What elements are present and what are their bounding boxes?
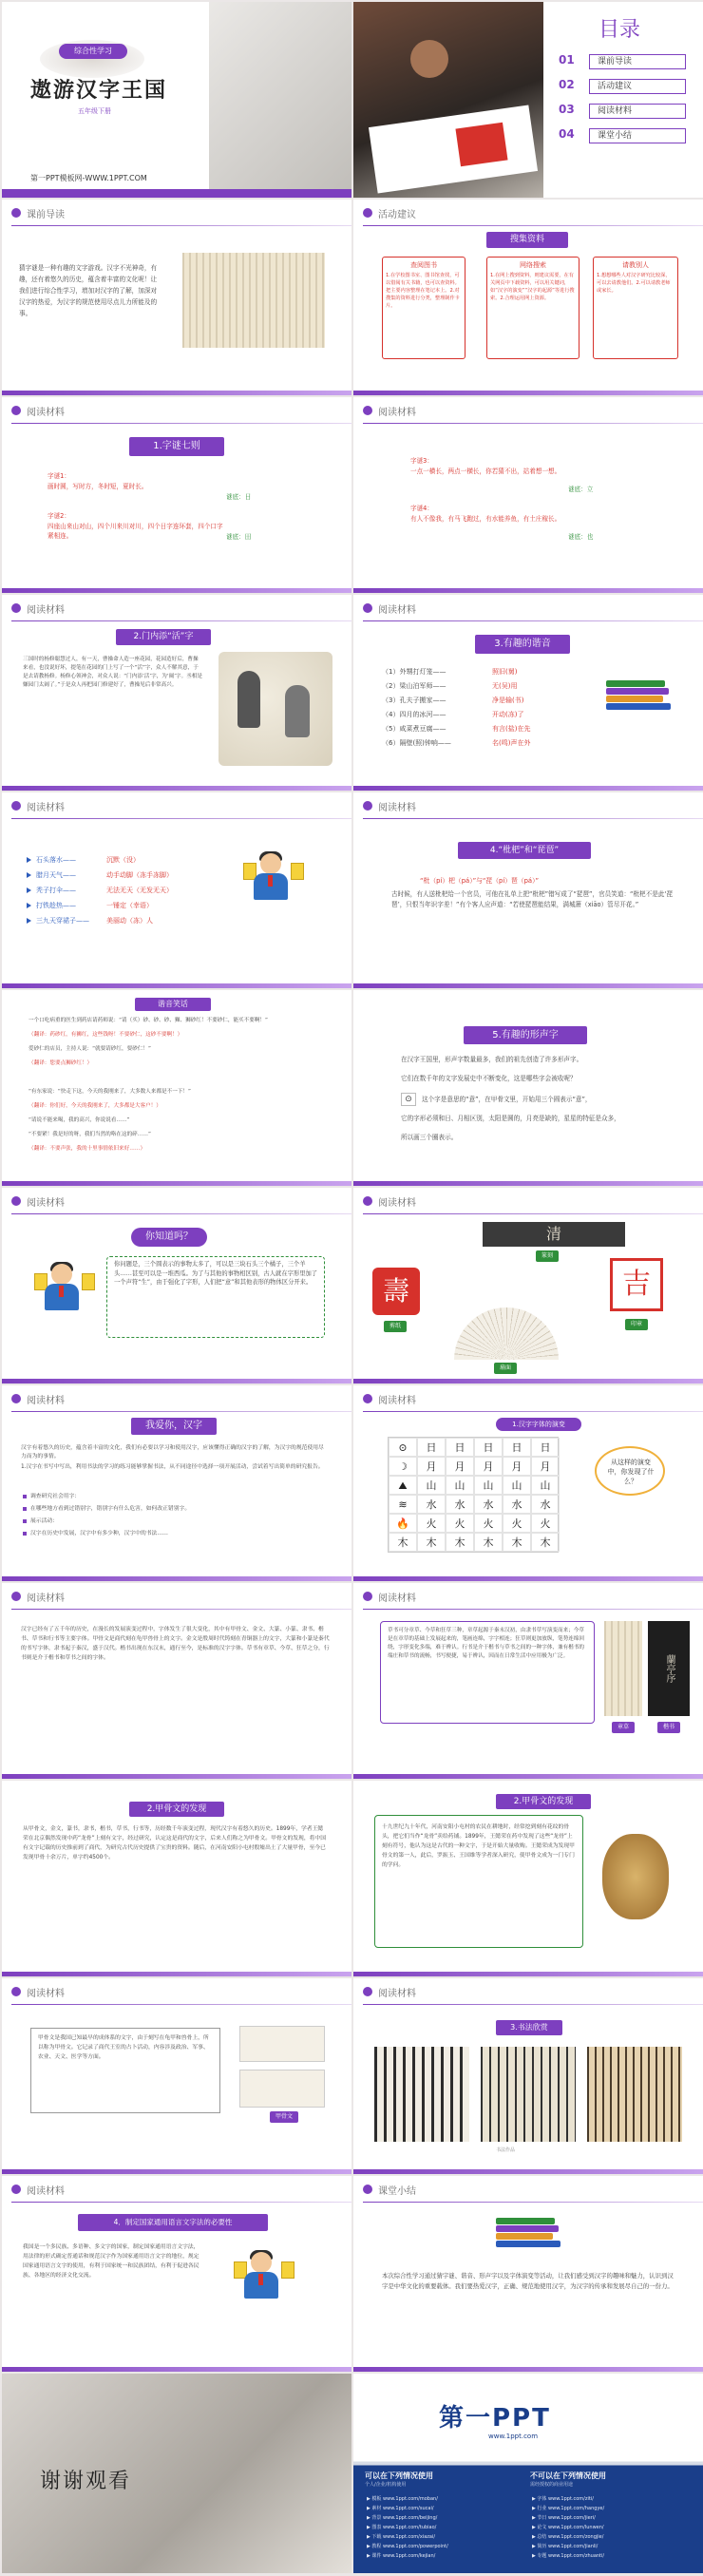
- xingsheng-line-2: 它们在数千年的文字发展史中不断变化，这是哪些字会被收呢？: [401, 1075, 577, 1082]
- evolution-cell: 木: [503, 1533, 531, 1552]
- papercut-image: 壽: [372, 1268, 420, 1315]
- jiagu-text: 甲骨文是我国已知最早的成体系的文字，由于刻写在龟甲和兽骨上，所以称为甲骨文。它记录了商代王室的占卜活动，内容涉及政治、军事、农业、天文、医学等方面。: [38, 2035, 209, 2060]
- evolution-cell: 木: [446, 1533, 474, 1552]
- 1ppt-link[interactable]: ▶ 教程 www.1ppt.com/powerpoint/: [367, 2544, 448, 2549]
- slide-13-didyouknow[interactable]: [2, 1188, 352, 1383]
- joke-line: （翻译：你们好，今天的我刚来了，大多都是大客户！）: [28, 1103, 162, 1109]
- 1ppt-link[interactable]: ▶ 下载 www.1ppt.com/xiazai/: [367, 2534, 436, 2540]
- toc-number: 02: [559, 78, 575, 91]
- 1ppt-link[interactable]: ▶ 节日 www.1ppt.com/jieri/: [532, 2515, 596, 2521]
- activity-box-title-0: 查阅图书: [410, 261, 437, 269]
- fan-image: [454, 1307, 559, 1360]
- riddle-4-text: 有人不像我，有马飞跑过，有水能养鱼，有土庄稼长。: [410, 515, 561, 523]
- teacher-illustration: [34, 1260, 110, 1336]
- evolution-cell: 日: [531, 1438, 560, 1457]
- slide-17-scripts[interactable]: [2, 1583, 352, 1779]
- 1ppt-link[interactable]: ▶ 模板 www.1ppt.com/moban/: [367, 2496, 438, 2502]
- evolution-cell: 水: [474, 1495, 503, 1514]
- evolution-cell: 木: [531, 1533, 560, 1552]
- evolution-cell: 日: [446, 1438, 474, 1457]
- riddle-3-text: 一点一横长，两点一横长，你若猜不出，站着想一想。: [410, 467, 561, 475]
- evolution-cell: 月: [503, 1457, 531, 1476]
- slide-19-oraclebone[interactable]: [2, 1781, 352, 1976]
- bullet-icon: [23, 1532, 27, 1536]
- evolution-cell: 月: [474, 1457, 503, 1476]
- bullet-icon: [27, 857, 31, 863]
- teacher-illustration: [234, 2248, 310, 2324]
- toc-item-2[interactable]: 阅读材料: [589, 104, 686, 119]
- riddle-3-answer: 谜底：立: [568, 486, 594, 493]
- header-title: 阅读材料: [378, 605, 416, 616]
- homophone-right: 开动(冻)了: [492, 711, 524, 718]
- evolution-cell: 日: [417, 1438, 446, 1457]
- slide-26-1ppt[interactable]: [353, 2374, 703, 2573]
- ilove-para-1: 汉字有着悠久的历史，蕴含着丰富的文化，我们有必要以学习和使用汉字，应该懂得正确的汉字的了解，为汉字的规范使用尽力而为的事情。: [21, 1445, 324, 1460]
- slide-21-jiagu[interactable]: [2, 1978, 352, 2174]
- riddle-4-answer: 谜底：也: [568, 533, 594, 541]
- calligraphy-work-3: [587, 2047, 682, 2142]
- scripts-text: 汉字已经有了五千年的历史，在漫长的发展演变过程中，字体发生了很大变化，其中有甲骨文、金文、大篆、小篆、隶书、楷书、草书和行书等主要字体。甲骨文是商代刻在龟甲兽骨上的文字。金文是殷周时代铸刻在青铜器上的文字，大篆和小篆是秦代的书写字体，隶书起于秦汉，盛于汉代。楷书出现在东汉末，通行至今，是标准的汉字字体。草书有章草、今草、狂草之分，行书则是介于楷书和草书之间的字体。: [21, 1627, 330, 1661]
- evolution-cell: 山: [446, 1476, 474, 1495]
- slide-10-pipa[interactable]: [353, 792, 703, 988]
- pipa-pill: 4.“枇杷”和“琵琶”: [458, 842, 591, 859]
- slide-9-xiehouyu[interactable]: [2, 792, 352, 988]
- homophone-left: （1）外甥打灯笼——: [382, 668, 446, 676]
- 1ppt-link[interactable]: ▶ 素材 www.1ppt.com/sucai/: [367, 2506, 434, 2511]
- 1ppt-logo: 第一PPT: [439, 2404, 551, 2433]
- homophone-right: 名(鸣)声在外: [492, 739, 531, 747]
- allowed-title: 可以在下列情况使用: [365, 2471, 433, 2480]
- caption-calligraphy: 书法作品: [496, 2147, 516, 2153]
- cover-url: 第一PPT模板网-WWW.1PPT.COM: [30, 174, 147, 182]
- pipa-story: 古时候，有人送枇杷给一个官员，可他在礼单上把“枇杷”错写成了“琵琶”，官员笑道：“枇杷不是此‘琵琶’，只恨当年识字差！”有个客人应声道：“若使琵琶能结果，满城箫（xiāo）管尽开花。”: [391, 890, 674, 908]
- jiagu-chart-1: [239, 2026, 325, 2062]
- header-title: 阅读材料: [27, 605, 65, 616]
- caption-jiagu: 甲骨文: [270, 2111, 298, 2123]
- teacher-illustration: [243, 849, 319, 925]
- xiehouyu-left: 三九天穿裙子——: [36, 917, 89, 925]
- evolution-table: [388, 1437, 559, 1553]
- calligraphy-pill: 3.书法欣赏: [496, 2020, 562, 2035]
- 1ppt-url: www.1ppt.com: [488, 2433, 539, 2440]
- header-title: 阅读材料: [27, 1593, 65, 1604]
- header-dot: [11, 208, 21, 218]
- evolution-cell: 水: [503, 1495, 531, 1514]
- ilove-bullet: 在哪些地方看到过错别字，错别字有什么危害，如何改正错别字。: [30, 1506, 191, 1512]
- thanks-title: 谢谢观看: [40, 2470, 132, 2493]
- joke-line: 一个口吃病重的医生到药店请药师说：“请（买）砂、砂、砂、狮、狮砂红！不要砂仁，能买不要啊！”: [28, 1018, 268, 1023]
- books-icon: [496, 2218, 562, 2256]
- header-title: 阅读材料: [27, 1396, 65, 1406]
- evolution-cell: ≋: [389, 1495, 417, 1514]
- homophone-left: （5）咸菜煮豆腐——: [382, 725, 446, 733]
- xiehouyu-right: 动手动脚（冻手冻脚）: [106, 871, 173, 879]
- evolution-cell: ⛰: [389, 1476, 417, 1495]
- slide-15-ilovehanzi[interactable]: [2, 1385, 352, 1581]
- activity-box-title-2: 请教别人: [622, 261, 649, 269]
- evolution-cell: 木: [417, 1533, 446, 1552]
- evolution-cell: 火: [503, 1514, 531, 1533]
- toc-item-3[interactable]: 课堂小结: [589, 128, 686, 143]
- 1ppt-link[interactable]: ▶ 背景 www.1ppt.com/beijing/: [367, 2515, 438, 2521]
- cover-badge: 综合性学习: [59, 44, 127, 59]
- xiehouyu-right: 无法无天（无发无天）: [106, 887, 173, 894]
- evolution-cell: 火: [446, 1514, 474, 1533]
- 1ppt-link[interactable]: ▶ 字体 www.1ppt.com/ziti/: [532, 2496, 594, 2502]
- evolution-cell: 山: [474, 1476, 503, 1495]
- ilove-bullet: 调查研究社会用字：: [30, 1494, 81, 1499]
- xiehouyu-left: 打铁趁热——: [36, 902, 76, 909]
- tortoise-shell-image: [602, 1834, 669, 1919]
- riddle-1-text: 画时圆，写时方，冬时短，夏时长。: [48, 483, 148, 490]
- evolution-cell: ☽: [389, 1457, 417, 1476]
- joke-line: （翻译：药砂红，有狮红，这些钱呀！不要砂仁，这砂不要啊！）: [28, 1032, 183, 1038]
- evolution-cell: 水: [446, 1495, 474, 1514]
- riddle-2-text: 四座山来山对山，四个川来川对川，四个日字连环套，四个口字紧相连。: [48, 523, 223, 540]
- toc-item-0[interactable]: 课前导读: [589, 54, 686, 69]
- toc-title: 目录: [598, 18, 641, 42]
- joke-line: “请说不能来喝，我的高兴，你说说看……”: [28, 1117, 130, 1123]
- evolution-cell: 火: [417, 1514, 446, 1533]
- slide-20-oraclebone[interactable]: [353, 1781, 703, 1976]
- evolution-cell: 日: [474, 1438, 503, 1457]
- oracle-pill: 2.甲骨文的发现: [129, 1802, 224, 1817]
- slide-16-evolution[interactable]: [353, 1385, 703, 1581]
- riddle-3-label: 字谜3：: [410, 457, 433, 465]
- bullet-icon: [27, 918, 31, 924]
- 1ppt-link[interactable]: ▶ 课件 www.1ppt.com/kejian/: [367, 2553, 436, 2559]
- evolution-question-bubble: 从这样的演变中，你发现了什么？: [607, 1459, 655, 1485]
- slide-4-activity[interactable]: [353, 200, 703, 395]
- ancient-text-image: [182, 253, 325, 348]
- homophone-right: 净是输(书): [492, 696, 524, 704]
- toc-number: 01: [559, 53, 575, 67]
- slide-18-cursive[interactable]: [353, 1583, 703, 1779]
- evolution-cell: 火: [474, 1514, 503, 1533]
- 1ppt-link[interactable]: ▶ 专题 www.1ppt.com/zhuanti/: [532, 2553, 605, 2559]
- 1ppt-link[interactable]: ▶ 图表 www.1ppt.com/tubiao/: [367, 2525, 437, 2530]
- header-title: 阅读材料: [27, 1198, 65, 1209]
- toc-item-1[interactable]: 活动建议: [589, 79, 686, 94]
- bullet-icon: [23, 1495, 27, 1498]
- xiehouyu-right: 一锤定（幸语）: [106, 902, 153, 909]
- slide-2-toc[interactable]: [353, 2, 703, 198]
- activity-box-body-0: 1.在学校图书室、图书馆查找，可以借阅有关书籍，也可以查资料。把主要内容整理在笔记本上。2.对搜集的资料进行分类，整理制作卡片。: [386, 273, 460, 309]
- calligraphy-work-1: [374, 2047, 469, 2142]
- slide-6-riddles[interactable]: [353, 397, 703, 593]
- riddle-2-answer: 谜底：田: [226, 533, 252, 541]
- evolution-pill: 1.汉字字体的演变: [496, 1418, 581, 1431]
- cover-grade: 五年级下册: [78, 107, 111, 115]
- xiehouyu-left: 腊月天气——: [36, 871, 76, 879]
- books-icon: [606, 680, 673, 718]
- law-pill: 4．制定国家通用语言文字法的必要性: [78, 2214, 268, 2231]
- regular-script-image: 蘭亭序: [648, 1621, 690, 1716]
- riddle-1-answer: 谜底：日: [226, 493, 252, 501]
- evolution-cell: 水: [531, 1495, 560, 1514]
- xingsheng-line-4: 它的字形必须和日、月相区别，太阳是圆的，月亮是缺的，星星的特征是众多，: [401, 1115, 620, 1122]
- evolution-cell: 月: [446, 1457, 474, 1476]
- header-title: 阅读材料: [378, 1198, 416, 1209]
- jokes-pill: 谐音笑话: [135, 998, 211, 1011]
- joke-line: “有东家说：“快走下这，今天的我刚来了，大多数人来都是不一下！”: [28, 1089, 191, 1095]
- bullet-icon: [27, 887, 31, 893]
- evolution-cell: 火: [531, 1514, 560, 1533]
- evolution-cell: ⊙: [389, 1438, 417, 1457]
- didyouknow-text: 你问题是，三个圆表示的事物太多了，可以是三块石头三个橘子，三个羊头……甚至可以是一堆西瓜。为了与其他的事物相区别，古人就在字形里加了一个声符“生”，由于强化了字形，人们把“意”和其他表形的物体区分开来。: [114, 1261, 318, 1287]
- homophone-left: （2）梁山泊军师——: [382, 682, 446, 690]
- joke-line: （翻译：不要声张，我的十里事情依旧来好……）: [28, 1146, 146, 1152]
- slide-14-crafts[interactable]: [353, 1188, 703, 1383]
- homophone-pill: 3.有趣的谐音: [475, 635, 570, 654]
- homophone-left: （3）孔夫子搬家——: [382, 696, 446, 704]
- preread-text: 猜字谜是一种有趣的文字游戏。汉字不光神奇，有趣，还有着悠久的历史，蕴含着丰富的文化呢！让我们进行综合性学习，增加对汉字的了解，加深对汉字的热爱，为汉字的规范使用尽点儿力所能及的事。: [19, 264, 158, 317]
- header-title: 阅读材料: [27, 408, 65, 418]
- slide-3-preread[interactable]: [2, 200, 352, 395]
- riddle-2-label: 字谜2：: [48, 512, 70, 520]
- cursive-sample-image: [604, 1621, 642, 1716]
- bullet-icon: [23, 1507, 27, 1511]
- allowed-sub: 个人/企业/机构使用: [365, 2482, 407, 2488]
- 1ppt-link[interactable]: ▶ 行业 www.1ppt.com/hangye/: [532, 2506, 605, 2511]
- riddles-pill: 1.字谜七则: [129, 437, 224, 456]
- jiagu-chart-2: [239, 2070, 325, 2108]
- forbidden-title: 不可以在下列情况使用: [530, 2471, 606, 2480]
- ilove-bullet: 展示活动：: [30, 1518, 58, 1524]
- homophone-right: 有言(盐)在先: [492, 725, 531, 733]
- slide-25-thanks[interactable]: [2, 2374, 352, 2573]
- header-title: 阅读材料: [27, 803, 65, 813]
- header-title: 阅读材料: [378, 803, 416, 813]
- activity-box-body-2: 1.想想哪些人对汉字研究比较深，可以去请教他们。2.可以请教老师或家长。: [597, 273, 671, 294]
- caption-seal-carving: 篆刻: [536, 1250, 559, 1262]
- ilove-bullet: 汉字在历史中发展，汉字中有多少种，汉字中的书法……: [30, 1531, 168, 1536]
- xingsheng-line-1: 在汉字王国里，形声字数量最多，我们的祖先创造了许多形声字。: [401, 1056, 583, 1063]
- homophone-left: （4）四月的冰河——: [382, 711, 446, 718]
- joke-line: （翻译：您要点狮砂红！）: [28, 1060, 93, 1066]
- summary-text: 本次综合性学习通过猜字谜、谐音、形声字以及字体演变等活动，让我们感受到汉字的趣味和魅力，认识到汉字是中华文化的重要载体。我们要热爱汉字，正确、规范地使用汉字，为汉字的传承和发展尽自己的一份力。: [382, 2272, 674, 2290]
- oracle-text: 从甲骨文，金文，篆书，隶书，楷书，草书，行书等，历经数千年演变过程，现代汉字有着悠久的历史。1899年，学者王懿荣在北京偶然发现中药“龙骨”上刻有文字，经过研究，认定这是商代的文字，后来人们称之为甲骨文。甲骨文的发现，将中国有文字记载的历史推前到了商代，为研究古代历史提供了宝贵的资料。随后，在河南安阳小屯村殷墟出土了大量甲骨，至今已发现甲骨十余万片，单字约4500个。: [23, 1826, 327, 1860]
- 1ppt-link[interactable]: ▶ 论文 www.1ppt.com/lunwen/: [532, 2525, 604, 2530]
- xiehouyu-left: 秃子打伞——: [36, 887, 76, 894]
- evolution-cell: 水: [417, 1495, 446, 1514]
- story-pill: 2.门内添“活”字: [116, 629, 211, 645]
- header-title: 课堂小结: [378, 2186, 416, 2197]
- caption-zhangcao: 章草: [612, 1722, 635, 1733]
- story-text: 三国时的杨修聪慧过人，有一天，曹操命人造一座花园，花园造好后，曹操来看，也没说好坏，提笔在花园的门上写了一个“活”字，众人不解其意，于是去请教杨修。杨修心领神会，对众人说：“门内添‘活’字，为‘阔’字。丞相是嫌园门太阔了。”于是众人再把园门修建好了，曹操见后非常高兴。: [23, 657, 203, 688]
- bullet-icon: [27, 903, 31, 908]
- evolution-cell: 月: [417, 1457, 446, 1476]
- slide-23-language-law[interactable]: [2, 2176, 352, 2372]
- homophone-right: 照旧(舅): [492, 668, 518, 676]
- forbidden-sub: 需经授权的商业用途: [530, 2482, 574, 2488]
- homophone-right: 无(吴)用: [492, 682, 518, 690]
- slide-5-riddles[interactable]: [2, 397, 352, 593]
- header-title: 阅读材料: [378, 1396, 416, 1406]
- slide-12-xingsheng[interactable]: [353, 990, 703, 1186]
- cursive-text: 草书可分章草、今草和狂草三种，章草起源于秦末汉初，由隶书草写演变而来；今草是在章草的基础上发展起来的，笔画连绵，字字相连；狂草则更加放纵，笔势连绵回绕，字形变化多端，难于辨认。行书是介于楷书与草书之间的一种字体，兼有楷书的端庄和草书的流畅，书写便捷，易于辨认，因而在日常生活中应用极为广泛。: [388, 1628, 584, 1659]
- evolution-cell: 山: [531, 1476, 560, 1495]
- 1ppt-link[interactable]: ▶ 总结 www.1ppt.com/zongjie/: [532, 2534, 604, 2540]
- caption-kaishu: 楷书: [657, 1722, 680, 1733]
- slide-11-jokes[interactable]: [2, 990, 352, 1186]
- oracle-text-2: 十九世纪九十年代，河南安阳小屯村的农民在耕地时，经常挖到刻有花纹的骨头，把它们当作“龙骨”卖给药铺。1899年，王懿荣在药中发现了这些“龙骨”上刻有符号，他认为这是古代的一种文字，于是开始大量收购。王懿荣成为发现甲骨文的第一人，此后，罗振玉、王国维等学者深入研究，使甲骨文成为一门专门的学问。: [382, 1824, 575, 1868]
- slide-8-homophones[interactable]: [353, 595, 703, 791]
- xingsheng-line-5: 所以画三个圈表示。: [401, 1134, 458, 1141]
- joke-line: 爱砂仁的店员，主持人说：“就要请砂红，要砂仁！”: [28, 1046, 151, 1052]
- toc-number: 03: [559, 103, 575, 116]
- stamp-image: 吉: [610, 1258, 663, 1311]
- header-title: 活动建议: [378, 210, 416, 220]
- ilove-para-2: 1.汉字在书写中写出，利用书法的学习的练习能够掌握书法，从不同途径中选择一项开展活动，尝试着写出简单的研究报告。: [21, 1464, 324, 1470]
- bullet-icon: [23, 1519, 27, 1523]
- slide-24-summary[interactable]: [353, 2176, 703, 2372]
- toc-number: 04: [559, 127, 575, 141]
- evolution-cell: 日: [503, 1438, 531, 1457]
- evolution-cell: 山: [503, 1476, 531, 1495]
- header-title: 课前导读: [27, 210, 65, 220]
- riddle-1-label: 字谜1：: [48, 472, 70, 480]
- slide-22-calligraphy[interactable]: [353, 1978, 703, 2174]
- calligraphy-work-2: [481, 2047, 576, 2142]
- law-text: 我国是一个多民族、多语种、多文字的国家，制定国家通用语言文字法，用法律的形式确定普通话和规范汉字作为国家通用语言文字的地位，规定国家通用语言文字的使用，有利于国家统一和民族团结，有利于促进各民族、各地区的经济文化交流。: [23, 2244, 200, 2279]
- cover-title: 遨游汉字王国: [30, 79, 168, 103]
- evolution-cell: 🔥: [389, 1514, 417, 1533]
- xingsheng-pill: 5.有趣的形声字: [464, 1026, 587, 1044]
- sun-glyph-icon: ⊙: [401, 1093, 416, 1106]
- evolution-cell: 山: [417, 1476, 446, 1495]
- ink-figures-image: [218, 652, 332, 766]
- slide-1-cover[interactable]: [2, 2, 352, 198]
- header-title: 阅读材料: [378, 1989, 416, 1999]
- oracle-pill-2: 2.甲骨文的发现: [496, 1794, 591, 1809]
- 1ppt-link[interactable]: ▶ 简历 www.1ppt.com/jianli/: [532, 2544, 598, 2549]
- evolution-cell: 木: [389, 1533, 417, 1552]
- xiehouyu-right: 美丽动（冻）人: [106, 917, 153, 925]
- caption-stamp: 印章: [625, 1319, 648, 1330]
- xiehouyu-right: 沉默（没）: [106, 856, 140, 864]
- seal-carving-image: 清: [483, 1222, 625, 1247]
- calligraphy-photo: [353, 2, 543, 198]
- xiehouyu-left: 石头落水——: [36, 856, 76, 864]
- activity-box-title-1: 网络搜索: [520, 261, 546, 269]
- cover-hand-photo: [209, 2, 352, 198]
- evolution-cell: 月: [531, 1457, 560, 1476]
- caption-fan: 扇面: [494, 1363, 517, 1374]
- homophone-left: （6）隔壁(照)钟响——: [382, 739, 451, 747]
- bullet-icon: [27, 872, 31, 878]
- pipa-pinyin: “枇（pí）杷（pá）”与“琵（pí）琶（pá）”: [420, 877, 540, 885]
- activity-box-body-1: 1.在网上搜到资料，则建议需要，在有关网页中下载资料，可以用关键词，如“汉字的演变”“汉字的起源”等进行搜索。2.合理运用网上资源。: [490, 273, 575, 301]
- ilove-pill: 我爱你，汉字: [131, 1418, 217, 1435]
- caption-papercut: 剪纸: [384, 1321, 407, 1332]
- joke-line: “不要紧！我是好的呀，我们当然的咯在这的碎……”: [28, 1132, 151, 1137]
- header-title: 阅读材料: [27, 2186, 65, 2197]
- collect-pill: 搜集资料: [486, 232, 568, 248]
- evolution-cell: 木: [474, 1533, 503, 1552]
- slide-7-story[interactable]: [2, 595, 352, 791]
- header-title: 阅读材料: [378, 408, 416, 418]
- didyouknow-pill: 你知道吗？: [131, 1228, 207, 1247]
- header-title: 阅读材料: [27, 1989, 65, 1999]
- xingsheng-line-3: 这个字是意思的“意”，在甲骨文里，开始用三个圆表示“意”，: [422, 1096, 592, 1103]
- riddle-4-label: 字谜4：: [410, 505, 433, 512]
- header-title: 阅读材料: [378, 1593, 416, 1604]
